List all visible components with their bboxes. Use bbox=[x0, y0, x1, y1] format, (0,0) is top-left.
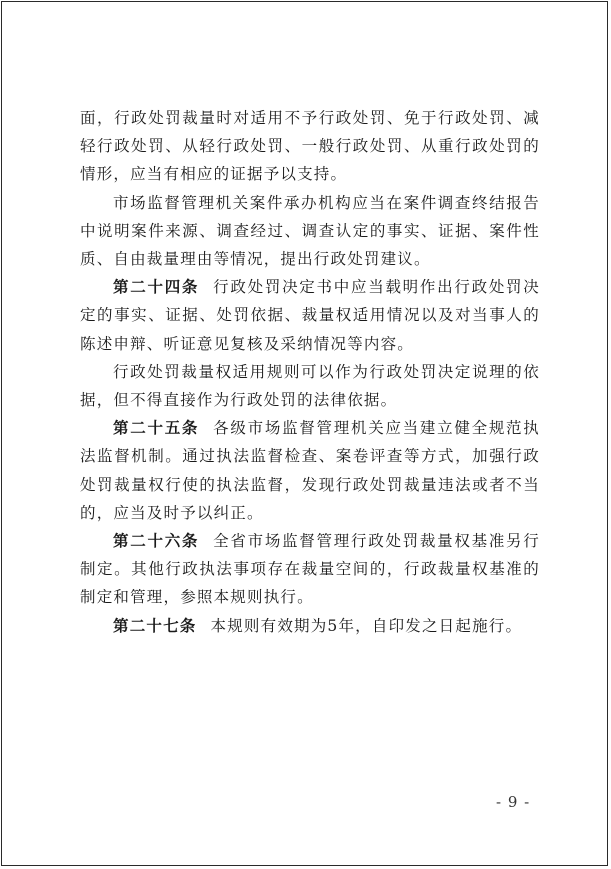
article-25 bbox=[80, 414, 540, 527]
article-label: 第二十四条 bbox=[113, 277, 200, 297]
paragraph-text: 面，行政处罚裁量时对适用不予行政处罚、免于行政处罚、减轻行政处罚、从轻行政处罚、一般行政处罚、从重行政处罚的情形，应当有相应的证据予以支持。 bbox=[80, 109, 540, 184]
article-text: 本规则有效期为5年，自印发之日起施行。 bbox=[210, 616, 523, 635]
article-27 bbox=[80, 612, 540, 640]
paragraph-continuation bbox=[80, 104, 540, 189]
article-26 bbox=[80, 527, 540, 612]
paragraph-text: 行政处罚裁量权适用规则可以作为行政处罚决定说理的依据，但不得直接作为行政处罚的法律依据。 bbox=[80, 362, 540, 410]
article-label: 第二十七条 bbox=[113, 615, 197, 635]
page-number: - 9 - bbox=[496, 793, 531, 811]
article-text: 全省市场监督管理行政处罚裁量权基准另行制定。其他行政执法事项存在裁量空间的，行政裁量权基准的制定和管理，参照本规则执行。 bbox=[80, 532, 540, 607]
article-text: 行政处罚决定书中应当载明作出行政处罚决定的事实、证据、处罚依据、裁量权适用情况以及对当事人的陈述申辩、听证意见复核及采纳情况等内容。 bbox=[80, 278, 540, 353]
paragraph-basis bbox=[80, 358, 540, 414]
article-label: 第二十五条 bbox=[113, 418, 200, 438]
document-body bbox=[80, 104, 540, 640]
paragraph-text: 市场监督管理机关案件承办机构应当在案件调查终结报告中说明案件来源、调查经过、调查认定的事实、证据、案件性质、自由裁量理由等情况，提出行政处罚建议。 bbox=[80, 193, 540, 269]
article-text: 各级市场监督管理机关应当建立健全规范执法监督机制。通过执法监督检查、案卷评查等方式，加强行政处罚裁量权行使的执法监督，发现行政处罚裁量违法或者不当的，应当及时予以纠正。 bbox=[80, 419, 540, 522]
article-24 bbox=[80, 273, 540, 358]
paragraph-case-report bbox=[80, 189, 540, 274]
article-label: 第二十六条 bbox=[113, 531, 200, 551]
